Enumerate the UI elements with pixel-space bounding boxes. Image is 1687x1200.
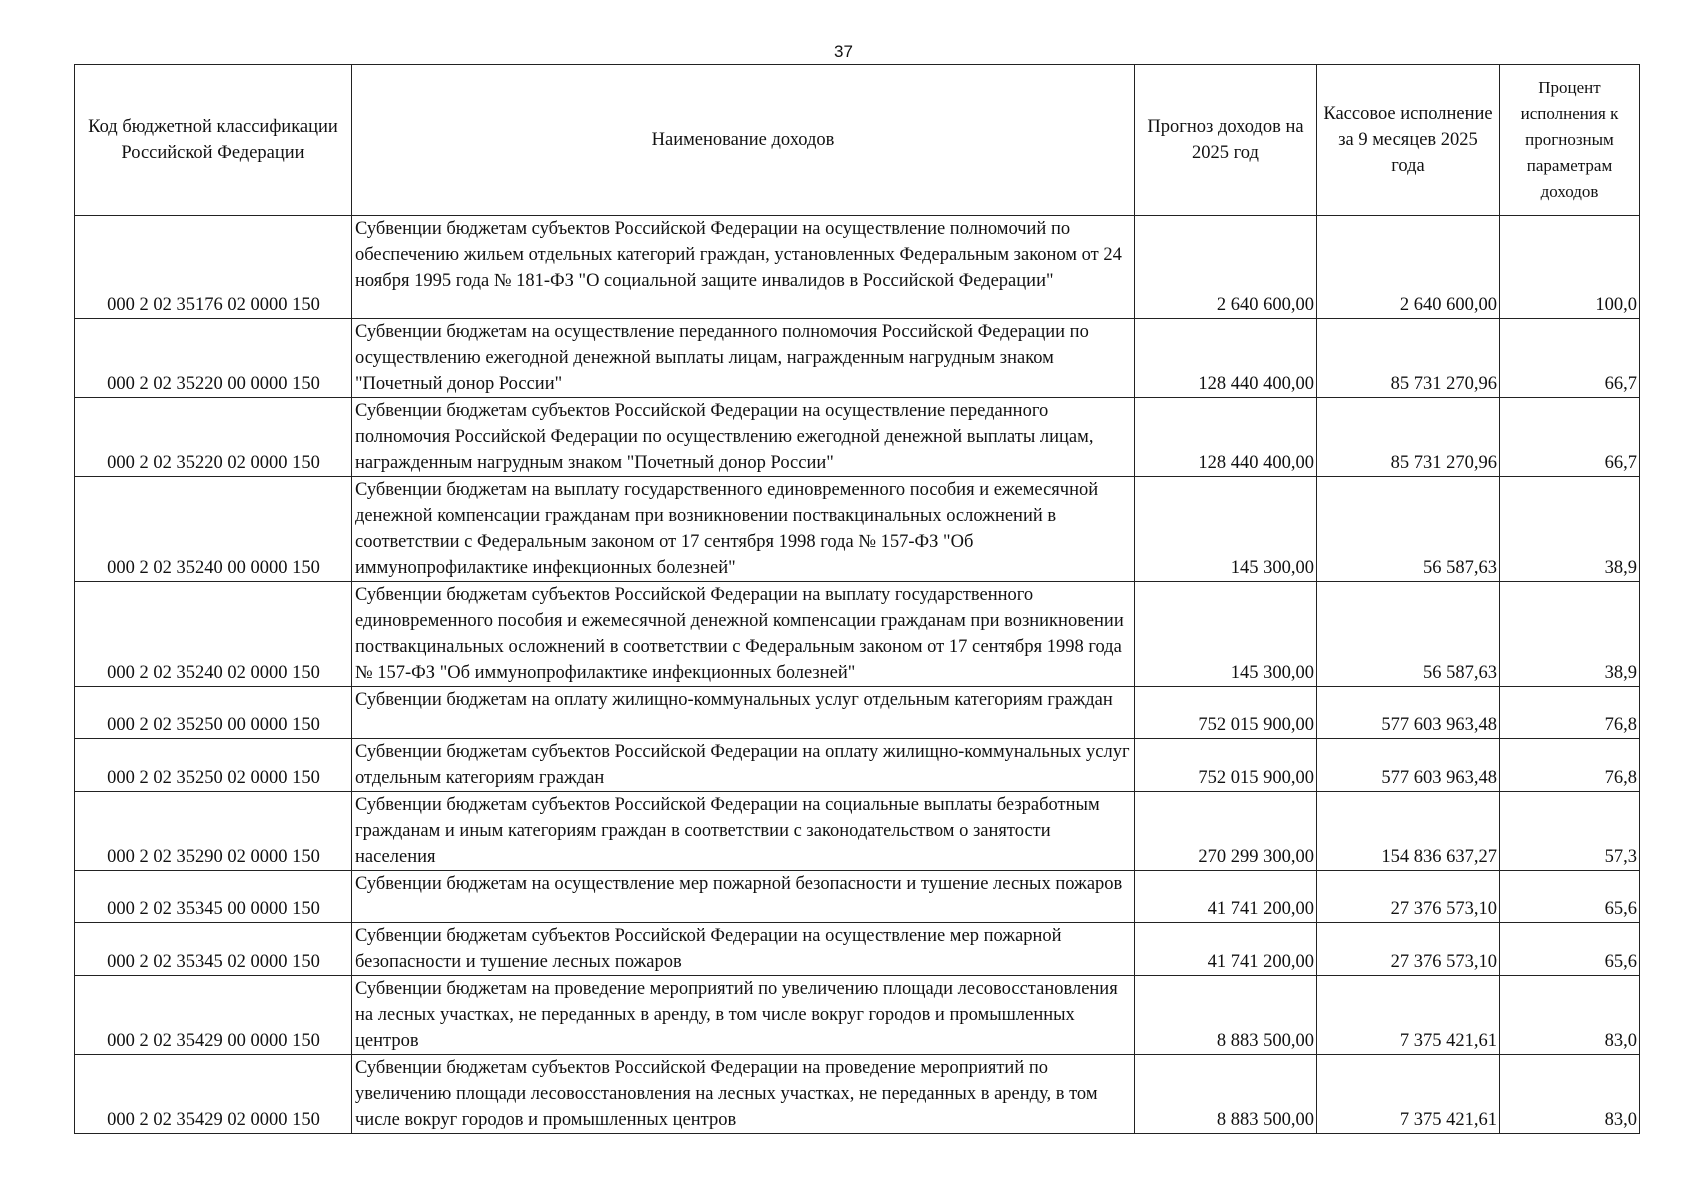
execution-cell: 85 731 270,96	[1317, 398, 1500, 477]
budget-code-cell: 000 2 02 35220 00 0000 150	[75, 319, 352, 398]
revenue-name-cell: Субвенции бюджетам субъектов Российской Федерации на выплату государственного единовременного пособия и ежемесячной денежной компенсации гражданам при возникновении поствакцинальных осложнений в соответствии с Федеральным законом от 17 сентября 1998 года № 157-ФЗ "Об иммунопрофилактике инфекционных болезней"	[352, 582, 1135, 687]
header-percent: Процент исполнения к прогнозным параметрам доходов	[1500, 65, 1640, 216]
execution-cell: 27 376 573,10	[1317, 871, 1500, 923]
table-row	[75, 319, 1640, 398]
forecast-cell: 41 741 200,00	[1135, 923, 1317, 976]
revenue-name-cell: Субвенции бюджетам субъектов Российской Федерации на социальные выплаты безработным гражданам и иным категориям граждан в соответствии с законодательством о занятости населения	[352, 792, 1135, 871]
forecast-cell: 145 300,00	[1135, 477, 1317, 582]
execution-cell: 577 603 963,48	[1317, 739, 1500, 792]
execution-cell: 56 587,63	[1317, 477, 1500, 582]
forecast-cell: 270 299 300,00	[1135, 792, 1317, 871]
budget-code-cell: 000 2 02 35176 02 0000 150	[75, 216, 352, 319]
table-row	[75, 582, 1640, 687]
revenue-name-cell: Субвенции бюджетам субъектов Российской Федерации на осуществление полномочий по обеспечению жильем отдельных категорий граждан, установленных Федеральным законом от 24 ноября 1995 года № 181-ФЗ "О социальной защите инвалидов в Российской Федерации"	[352, 216, 1135, 319]
table-header-row	[75, 65, 1640, 216]
forecast-cell: 752 015 900,00	[1135, 687, 1317, 739]
revenue-name-cell: Субвенции бюджетам субъектов Российской Федерации на осуществление мер пожарной безопасности и тушение лесных пожаров	[352, 923, 1135, 976]
revenue-name-cell: Субвенции бюджетам субъектов Российской Федерации на оплату жилищно-коммунальных услуг отдельным категориям граждан	[352, 739, 1135, 792]
execution-cell: 56 587,63	[1317, 582, 1500, 687]
table-row	[75, 398, 1640, 477]
revenue-name-cell: Субвенции бюджетам субъектов Российской Федерации на осуществление переданного полномочия Российской Федерации по осуществлению ежегодной денежной выплаты лицам, награжденным нагрудным знаком "Почетный донор России"	[352, 398, 1135, 477]
execution-cell: 85 731 270,96	[1317, 319, 1500, 398]
percent-cell: 66,7	[1500, 319, 1640, 398]
revenue-name-cell: Субвенции бюджетам на осуществление переданного полномочия Российской Федерации по осуществлению ежегодной денежной выплаты лицам, награжденным нагрудным знаком "Почетный донор России"	[352, 319, 1135, 398]
budget-code-cell: 000 2 02 35290 02 0000 150	[75, 792, 352, 871]
revenue-name-cell: Субвенции бюджетам на осуществление мер пожарной безопасности и тушение лесных пожаров	[352, 871, 1135, 923]
table-row	[75, 687, 1640, 739]
percent-cell: 66,7	[1500, 398, 1640, 477]
forecast-cell: 8 883 500,00	[1135, 976, 1317, 1055]
forecast-cell: 128 440 400,00	[1135, 398, 1317, 477]
header-code: Код бюджетной классификации Российской Федерации	[75, 65, 352, 216]
budget-code-cell: 000 2 02 35429 02 0000 150	[75, 1055, 352, 1134]
header-name: Наименование доходов	[352, 65, 1135, 216]
page-number: 37	[834, 42, 853, 61]
percent-cell: 38,9	[1500, 582, 1640, 687]
budget-code-cell: 000 2 02 35240 00 0000 150	[75, 477, 352, 582]
header-forecast: Прогноз доходов на 2025 год	[1135, 65, 1317, 216]
budget-code-cell: 000 2 02 35220 02 0000 150	[75, 398, 352, 477]
budget-code-cell: 000 2 02 35240 02 0000 150	[75, 582, 352, 687]
execution-cell: 7 375 421,61	[1317, 1055, 1500, 1134]
forecast-cell: 2 640 600,00	[1135, 216, 1317, 319]
revenue-name-cell: Субвенции бюджетам на выплату государственного единовременного пособия и ежемесячной денежной компенсации гражданам при возникновении поствакцинальных осложнений в соответствии с Федеральным законом от 17 сентября 1998 года № 157-ФЗ "Об иммунопрофилактике инфекционных болезней"	[352, 477, 1135, 582]
table-row	[75, 739, 1640, 792]
percent-cell: 65,6	[1500, 871, 1640, 923]
execution-cell: 27 376 573,10	[1317, 923, 1500, 976]
budget-code-cell: 000 2 02 35345 00 0000 150	[75, 871, 352, 923]
forecast-cell: 145 300,00	[1135, 582, 1317, 687]
execution-cell: 2 640 600,00	[1317, 216, 1500, 319]
budget-code-cell: 000 2 02 35250 02 0000 150	[75, 739, 352, 792]
percent-cell: 57,3	[1500, 792, 1640, 871]
execution-cell: 577 603 963,48	[1317, 687, 1500, 739]
header-execution: Кассовое исполнение за 9 месяцев 2025 года	[1317, 65, 1500, 216]
budget-code-cell: 000 2 02 35429 00 0000 150	[75, 976, 352, 1055]
budget-code-cell: 000 2 02 35250 00 0000 150	[75, 687, 352, 739]
execution-cell: 154 836 637,27	[1317, 792, 1500, 871]
percent-cell: 76,8	[1500, 687, 1640, 739]
revenue-name-cell: Субвенции бюджетам субъектов Российской Федерации на проведение мероприятий по увеличению площади лесовосстановления на лесных участках, не переданных в аренду, в том числе вокруг городов и промышленных центров	[352, 1055, 1135, 1134]
table-row	[75, 216, 1640, 319]
table-row	[75, 1055, 1640, 1134]
forecast-cell: 128 440 400,00	[1135, 319, 1317, 398]
revenue-name-cell: Субвенции бюджетам на оплату жилищно-коммунальных услуг отдельным категориям граждан	[352, 687, 1135, 739]
revenue-name-cell: Субвенции бюджетам на проведение мероприятий по увеличению площади лесовосстановления на лесных участках, не переданных в аренду, в том числе вокруг городов и промышленных центров	[352, 976, 1135, 1055]
forecast-cell: 752 015 900,00	[1135, 739, 1317, 792]
execution-cell: 7 375 421,61	[1317, 976, 1500, 1055]
budget-code-cell: 000 2 02 35345 02 0000 150	[75, 923, 352, 976]
percent-cell: 100,0	[1500, 216, 1640, 319]
table-row	[75, 976, 1640, 1055]
forecast-cell: 8 883 500,00	[1135, 1055, 1317, 1134]
revenue-table	[74, 64, 1640, 1134]
percent-cell: 76,8	[1500, 739, 1640, 792]
percent-cell: 65,6	[1500, 923, 1640, 976]
percent-cell: 38,9	[1500, 477, 1640, 582]
table-row	[75, 871, 1640, 923]
table-row	[75, 923, 1640, 976]
percent-cell: 83,0	[1500, 976, 1640, 1055]
forecast-cell: 41 741 200,00	[1135, 871, 1317, 923]
percent-cell: 83,0	[1500, 1055, 1640, 1134]
table-row	[75, 477, 1640, 582]
table-row	[75, 792, 1640, 871]
